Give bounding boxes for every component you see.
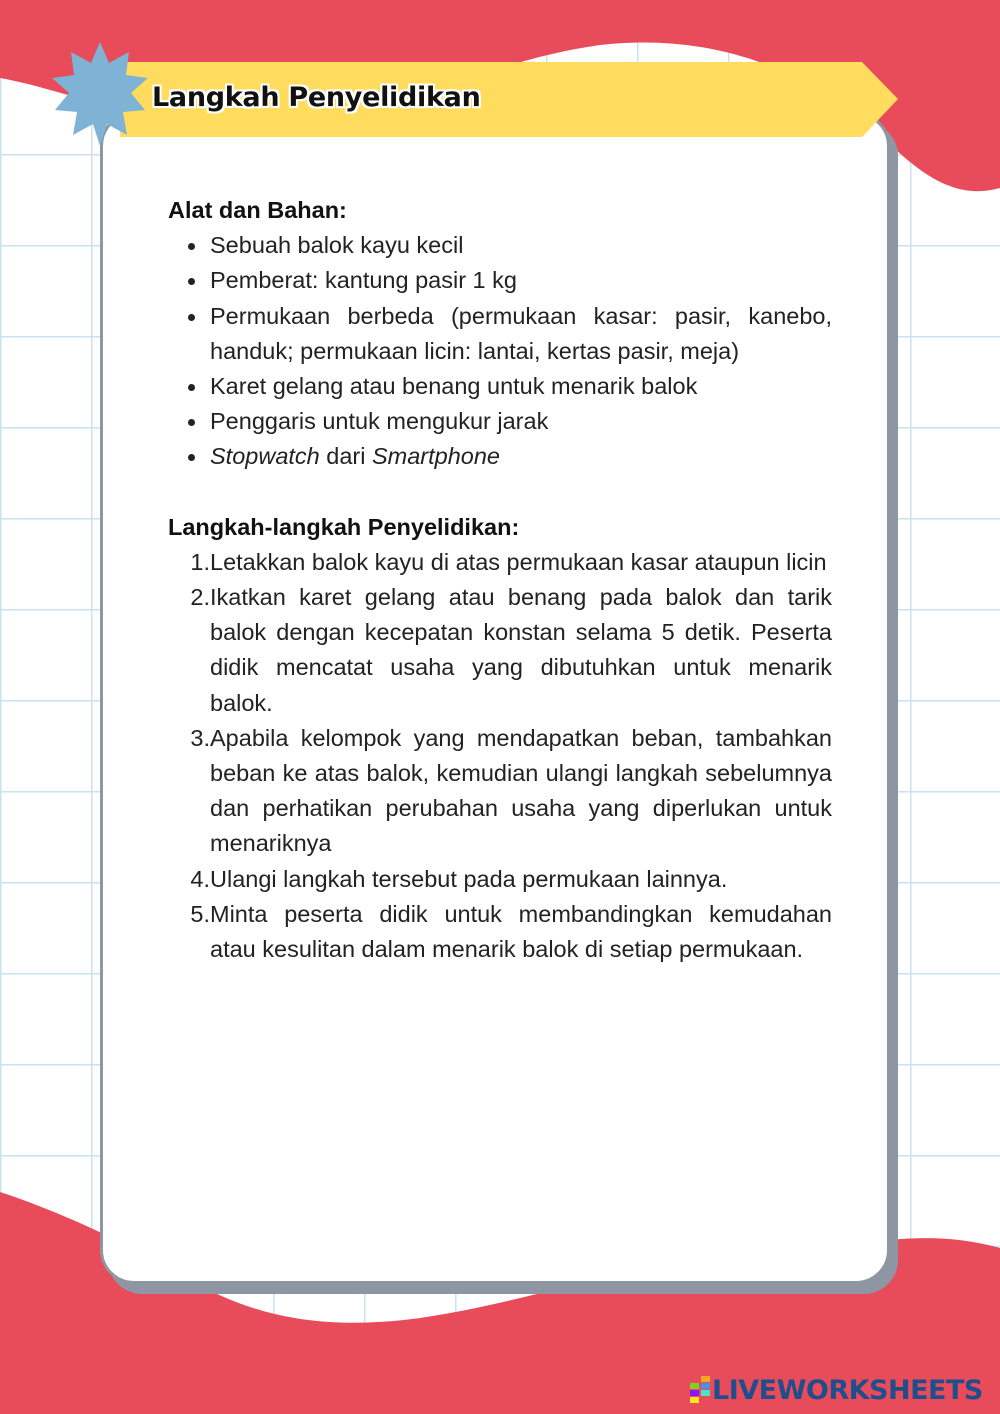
list-item: Sebuah balok kayu kecil — [168, 228, 832, 263]
steps-list — [168, 545, 832, 967]
list-item — [168, 439, 832, 474]
step-text: Minta peserta didik untuk membandingkan kemudahan atau kesulitan dalam menarik balok di setiap permukaan. — [210, 900, 832, 963]
materials-list — [168, 228, 832, 474]
connector-text: dari — [319, 443, 372, 470]
step-text: Apabila kelompok yang mendapatkan beban, tambahkan beban ke atas balok, kemudian ulangi langkah sebelumnya dan perhatikan perubahan usaha yang diperlukan untuk menariknya — [210, 724, 832, 857]
step-item — [168, 580, 832, 721]
list-item: Penggaris untuk mengukur jarak — [168, 404, 832, 439]
page-title: Langkah Penyelidikan — [152, 82, 481, 113]
step-number: 5. — [190, 900, 210, 927]
step-item — [168, 897, 832, 967]
step-number: 4. — [190, 865, 210, 892]
step-text: Letakkan balok kayu di atas permukaan kasar ataupun licin — [210, 548, 827, 575]
stopwatch-text: Stopwatch — [210, 443, 320, 470]
step-number: 1. — [190, 548, 210, 575]
list-item: Karet gelang atau benang untuk menarik balok — [168, 369, 832, 404]
brand-name: LIVEWORKSHEETS — [712, 1374, 983, 1406]
liveworksheets-logo[interactable] — [690, 1374, 983, 1406]
liveworksheets-icon — [690, 1376, 710, 1404]
list-item: Permukaan berbeda (permukaan kasar: pasir, kanebo, handuk; permukaan licin: lantai, kertas pasir, meja) — [168, 299, 832, 369]
document-body — [168, 193, 832, 967]
step-text: Ulangi langkah tersebut pada permukaan lainnya. — [210, 865, 728, 892]
step-text: Ikatkan karet gelang atau benang pada balok dan tarik balok dengan kecepatan konstan selama 5 detik. Peserta didik mencatat usaha yang dibutuhkan untuk menarik balok. — [210, 584, 832, 716]
materials-heading: Alat dan Bahan: — [168, 197, 347, 223]
smartphone-text: Smartphone — [371, 443, 501, 470]
list-item: Pemberat: kantung pasir 1 kg — [168, 263, 832, 298]
step-item — [168, 721, 832, 862]
step-item — [168, 545, 832, 580]
title-banner — [0, 0, 1000, 160]
step-item — [168, 862, 832, 897]
step-number: 2. — [190, 584, 210, 611]
step-number: 3. — [190, 724, 210, 751]
section-gap — [168, 475, 832, 510]
steps-heading: Langkah-langkah Penyelidikan: — [168, 513, 520, 540]
